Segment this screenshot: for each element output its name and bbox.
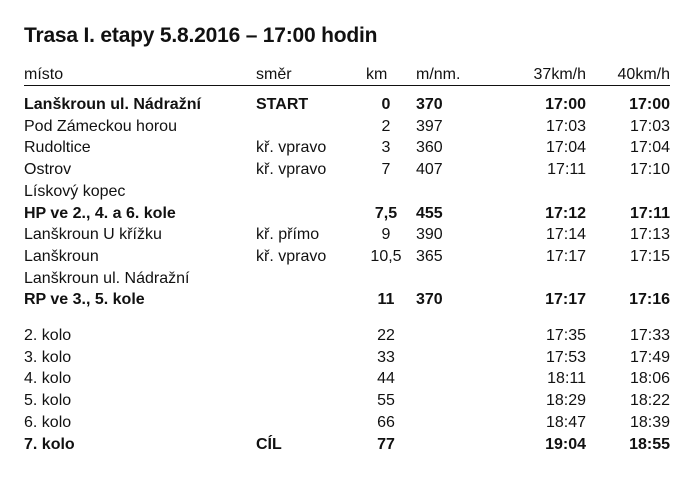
table-row — [24, 246, 670, 268]
route-table-header — [24, 64, 670, 86]
km-cell: 3 — [381, 139, 391, 157]
place-cell: Lanškroun U křížku — [24, 226, 162, 244]
table-row — [24, 368, 670, 390]
table-row — [24, 434, 670, 456]
table-row — [24, 159, 670, 181]
altitude-cell: 360 — [416, 139, 443, 157]
altitude-cell — [416, 347, 500, 369]
place-cell: Lanškroun — [24, 247, 99, 265]
km-cell: 0 — [381, 96, 391, 113]
altitude-cell: 365 — [416, 247, 443, 265]
km-cell: 55 — [377, 392, 395, 410]
direction-cell: CÍL — [256, 435, 282, 453]
direction-cell — [256, 325, 356, 347]
direction-cell: kř. vpravo — [256, 161, 327, 179]
altitude-cell — [416, 390, 500, 412]
time-37-cell: 17:35 — [545, 327, 586, 345]
time-37-cell — [500, 268, 586, 290]
km-cell: 7 — [381, 161, 391, 179]
table-row — [24, 203, 670, 225]
table-row — [24, 325, 670, 347]
time-37-cell: 17:53 — [545, 348, 586, 366]
time-40-cell: 17:04 — [629, 139, 670, 157]
time-40-cell: 17:49 — [629, 348, 670, 366]
spacer-cell — [24, 311, 670, 325]
direction-cell — [256, 412, 356, 434]
table-row — [24, 86, 670, 116]
table-row — [24, 390, 670, 412]
table-row — [24, 268, 670, 290]
place-cell: RP ve 3., 5. kole — [24, 291, 145, 309]
header-place: místo — [24, 64, 256, 86]
km-cell: 10,5 — [370, 247, 402, 265]
time-40-cell: 17:15 — [629, 247, 670, 265]
place-cell: Ostrov — [24, 161, 72, 179]
time-37-cell: 17:11 — [547, 161, 586, 179]
time-37-cell: 17:14 — [545, 226, 586, 244]
table-row — [24, 137, 670, 159]
time-40-cell — [586, 268, 670, 290]
time-37-cell: 18:11 — [547, 370, 586, 388]
time-40-cell: 17:13 — [629, 226, 670, 244]
table-row — [24, 289, 670, 311]
direction-cell: kř. přímo — [256, 226, 320, 244]
header-row — [24, 64, 670, 86]
direction-cell — [256, 203, 356, 225]
km-cell — [356, 268, 416, 290]
header-altitude: m/nm. — [416, 64, 500, 86]
direction-cell — [256, 116, 356, 138]
altitude-cell: 407 — [416, 161, 443, 179]
place-cell: 2. kolo — [24, 327, 72, 345]
time-37-cell: 17:04 — [545, 139, 586, 157]
direction-cell — [256, 268, 356, 290]
altitude-cell — [416, 325, 500, 347]
altitude-cell — [416, 268, 500, 290]
direction-cell — [256, 289, 356, 311]
time-37-cell: 19:04 — [545, 435, 586, 453]
direction-cell: kř. vpravo — [256, 247, 327, 265]
table-row — [24, 181, 670, 203]
km-cell: 33 — [377, 348, 395, 366]
place-cell: Lískový kopec — [24, 182, 126, 200]
document-title: Trasa I. etapy 5.8.2016 – 17:00 hodin — [24, 24, 378, 47]
time-37-cell: 18:29 — [545, 392, 586, 410]
time-40-cell — [586, 181, 670, 203]
table-row — [24, 412, 670, 434]
place-cell: 6. kolo — [24, 413, 72, 431]
place-cell: Lanškroun ul. Nádražní — [24, 269, 190, 287]
km-cell: 22 — [377, 327, 395, 345]
route-table-body — [24, 86, 670, 456]
header-time-37: 37km/h — [500, 64, 586, 86]
altitude-cell — [416, 181, 500, 203]
time-40-cell: 18:55 — [629, 435, 670, 453]
direction-cell — [256, 181, 356, 203]
place-cell: Rudoltice — [24, 139, 91, 157]
route-table — [24, 64, 670, 455]
time-40-cell: 18:06 — [629, 370, 670, 388]
altitude-cell — [416, 368, 500, 390]
place-cell: 4. kolo — [24, 370, 72, 388]
place-cell: 5. kolo — [24, 392, 72, 410]
km-cell: 2 — [381, 117, 391, 135]
table-row — [24, 116, 670, 138]
altitude-cell: 455 — [416, 204, 443, 222]
header-km: km — [356, 64, 416, 86]
time-37-cell: 17:00 — [545, 96, 586, 113]
time-37-cell — [500, 181, 586, 203]
place-cell: Pod Zámeckou horou — [24, 117, 177, 135]
time-40-cell: 18:22 — [629, 392, 670, 410]
table-row — [24, 224, 670, 246]
time-40-cell: 17:11 — [629, 204, 670, 222]
time-37-cell: 18:47 — [545, 413, 586, 431]
time-40-cell: 17:33 — [629, 327, 670, 345]
altitude-cell: 370 — [416, 291, 443, 309]
place-cell: 7. kolo — [24, 435, 75, 453]
spacer-row — [24, 311, 670, 325]
km-cell: 44 — [377, 370, 395, 388]
km-cell: 77 — [377, 435, 395, 453]
time-37-cell: 17:17 — [545, 291, 586, 309]
time-40-cell: 17:16 — [629, 291, 670, 309]
altitude-cell: 370 — [416, 96, 443, 113]
direction-cell: START — [256, 96, 309, 113]
time-40-cell: 17:10 — [629, 161, 670, 179]
place-cell: Lanškroun ul. Nádražní — [24, 96, 201, 113]
km-cell — [356, 181, 416, 203]
km-cell: 9 — [381, 226, 391, 244]
header-direction: směr — [256, 64, 356, 86]
time-40-cell: 18:39 — [629, 413, 670, 431]
direction-cell — [256, 390, 356, 412]
altitude-cell: 397 — [416, 117, 443, 135]
table-row — [24, 347, 670, 369]
place-cell: 3. kolo — [24, 348, 72, 366]
direction-cell — [256, 347, 356, 369]
altitude-cell: 390 — [416, 226, 443, 244]
header-time-40: 40km/h — [586, 64, 670, 86]
time-37-cell: 17:17 — [545, 247, 586, 265]
altitude-cell — [416, 412, 500, 434]
time-37-cell: 17:12 — [545, 204, 586, 222]
time-37-cell: 17:03 — [545, 117, 586, 135]
direction-cell: kř. vpravo — [256, 139, 327, 157]
km-cell: 7,5 — [374, 204, 398, 222]
direction-cell — [256, 368, 356, 390]
altitude-cell — [416, 434, 500, 456]
km-cell: 66 — [377, 413, 395, 431]
time-40-cell: 17:00 — [629, 96, 670, 113]
time-40-cell: 17:03 — [629, 117, 670, 135]
place-cell: HP ve 2., 4. a 6. kole — [24, 204, 176, 222]
km-cell: 11 — [377, 291, 395, 309]
